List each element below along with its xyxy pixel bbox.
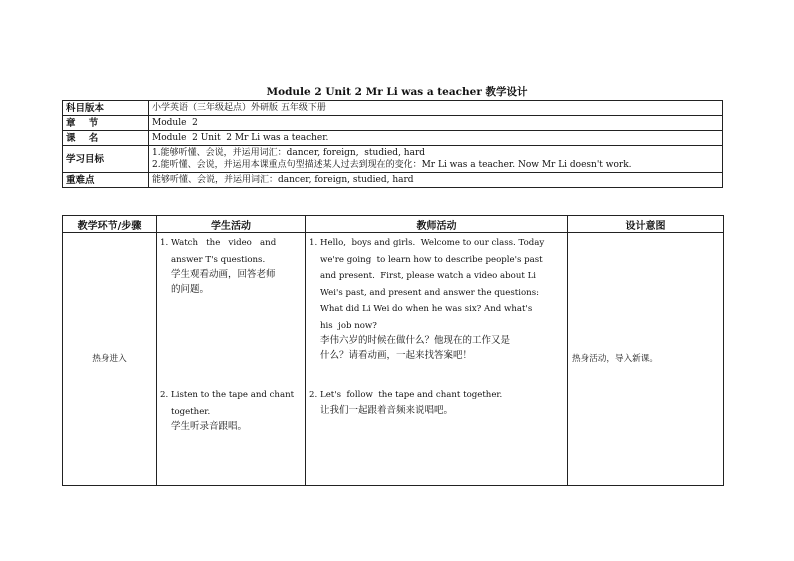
step-text-zh: 什么？请看动画，一起来找答案吧！ [320, 349, 473, 361]
header-teacher: 教师活动 [306, 216, 568, 233]
header-intent: 设计意图 [568, 216, 724, 233]
header-stage: 教学环节/步骤 [63, 216, 157, 233]
info-row-subject [63, 101, 723, 116]
step-text-zh: 让我们一起跟着音频来说唱吧。 [320, 404, 454, 416]
lesson-plan-table [62, 215, 724, 486]
teacher-step-1 [306, 235, 567, 363]
step-text-en: his job now? [320, 320, 377, 331]
step-text-en: Watch the video and [171, 238, 277, 248]
info-key: 章 节 [63, 116, 149, 131]
info-key: 学习目标 [63, 146, 149, 173]
step-number: 1. [309, 238, 318, 248]
stage-cell: 热身进入 [63, 233, 157, 486]
goal-line: 1.能够听懂、会说，并运用词汇：dancer, foreign, studied, hard [152, 147, 426, 158]
step-number: 2. [160, 390, 169, 400]
step-number: 2. [309, 390, 318, 400]
info-row-key-points [63, 173, 723, 188]
step-text-en: we're going to learn how to describe people's past [320, 254, 543, 265]
step-text-en: Wei's past, and present and answer the questions: [320, 287, 540, 298]
step-text-en: answer T's questions. [171, 254, 266, 265]
info-key: 课 名 [63, 131, 149, 146]
design-intent-cell: 热身活动，导入新课。 [568, 233, 724, 486]
student-step-2 [157, 387, 305, 435]
student-activity-cell [157, 233, 306, 486]
step-number: 1. [160, 238, 169, 248]
info-value: 小学英语（三年级起点）外研版 五年级下册 [149, 101, 723, 116]
step-text-zh: 的问题。 [171, 283, 210, 295]
goal-line: 2.能听懂、会说，并运用本课重点句型描述某人过去到现在的变化：Mr Li was a teacher. Now Mr Li doesn't work. [152, 160, 632, 170]
step-text-en: together. [171, 406, 211, 417]
info-value [149, 146, 723, 173]
header-student: 学生活动 [157, 216, 306, 233]
student-step-1 [157, 235, 305, 297]
info-row-lesson-name [63, 131, 723, 146]
info-key: 科目版本 [63, 101, 149, 116]
step-text-zh: 李伟六岁的时候在做什么？他现在的工作又是 [320, 335, 511, 346]
lesson-header-row [63, 216, 724, 233]
info-value: Module 2 Unit 2 Mr Li was a teacher. [149, 131, 723, 146]
step-text-en: Let's follow the tape and chant together. [320, 390, 503, 400]
teacher-activity-cell [306, 233, 568, 486]
lesson-row-warmup [63, 233, 724, 486]
step-text-en: Hello, boys and girls. Welcome to our class. Today [320, 238, 545, 248]
course-info-table [62, 100, 723, 188]
step-text-en: What did Li Wei do when he was six? And what's [320, 304, 533, 314]
info-value: 能够听懂、会说，并运用词汇：dancer, foreign, studied, hard [149, 173, 723, 188]
step-text-zh: 学生观看动画，回答老师 [171, 269, 276, 280]
document-title: Module 2 Unit 2 Mr Li was a teacher 教学设计 [266, 86, 528, 98]
step-text-en: Listen to the tape and chant [171, 390, 295, 400]
teacher-step-2 [306, 387, 567, 418]
step-text-en: and present. First, please watch a video about Li [320, 271, 537, 281]
info-row-chapter [63, 116, 723, 131]
info-row-goals [63, 146, 723, 173]
info-key: 重难点 [63, 173, 149, 188]
step-text-zh: 学生听录音跟唱。 [171, 421, 248, 432]
info-value: Module 2 [149, 116, 723, 131]
